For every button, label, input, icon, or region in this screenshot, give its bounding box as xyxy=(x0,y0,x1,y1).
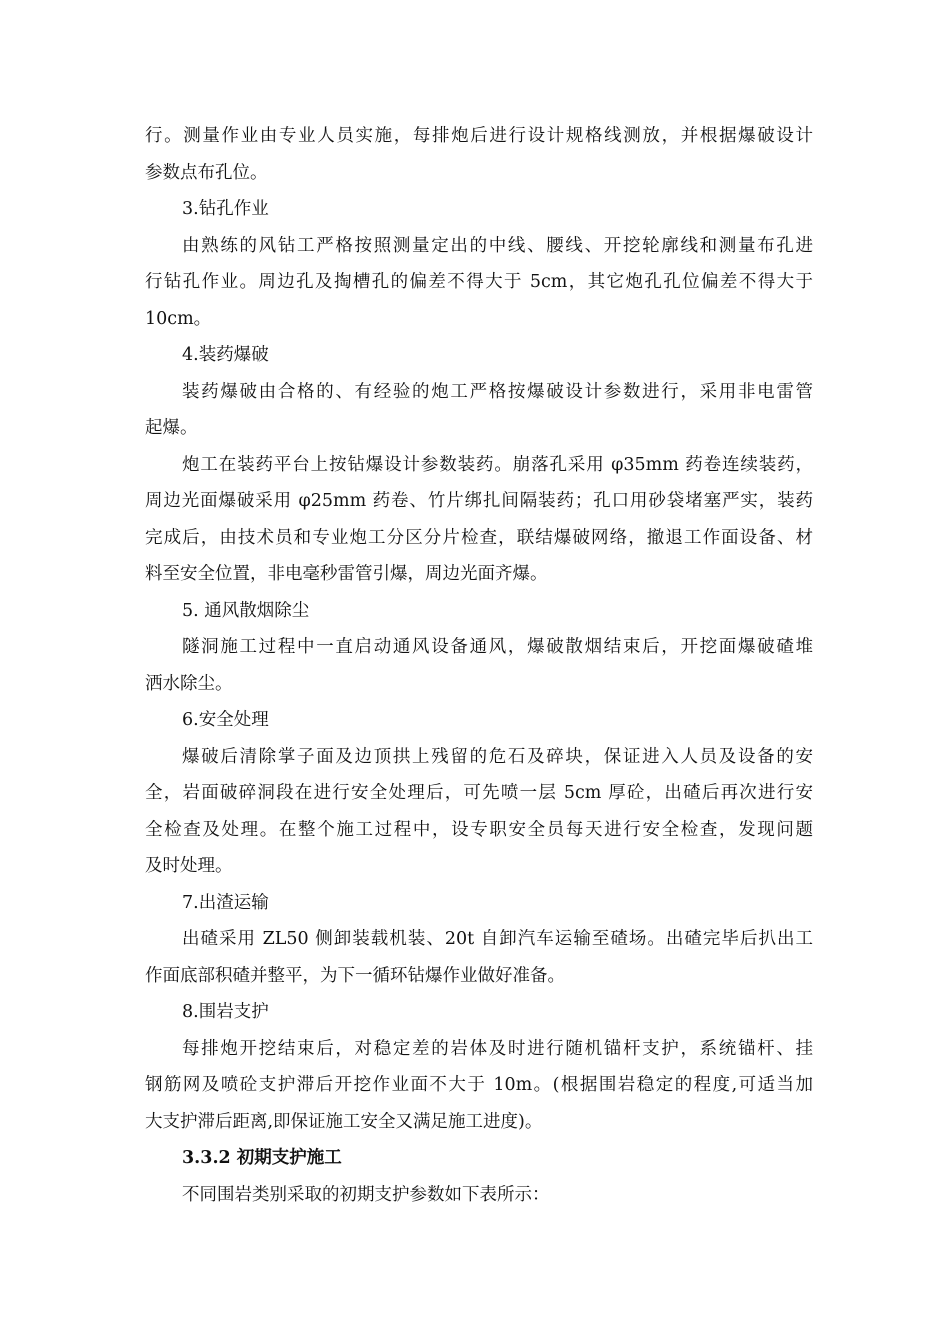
text-line: 参数点布孔位。 xyxy=(145,162,268,183)
text-line: 行钻孔作业。周边孔及掏槽孔的偏差不得大于 5cm，其它炮孔孔位偏差不得大于 xyxy=(145,272,813,292)
paragraph-survey xyxy=(145,118,813,191)
text-line: 出碴采用 ZL50 侧卸装载机装、20t 自卸汽车运输至碴场。出碴完毕后扒出工 xyxy=(182,929,813,949)
text-line: 起爆。 xyxy=(145,418,198,438)
text-line: 全检查及处理。在整个施工过程中，设专职安全员每天进行安全检查，发现问题 xyxy=(145,819,813,840)
text-line: 炮工在装药平台上按钻爆设计参数装药。崩落孔采用 φ35mm 药卷连续装药， xyxy=(182,454,813,475)
heading-transport: 7.出渣运输 xyxy=(182,892,269,913)
section-heading: 3.3.2 初期支护施工 xyxy=(182,1148,342,1168)
text-line: 由熟练的风钻工严格按照测量定出的中线、腰线、开挖轮廓线和测量布孔进 xyxy=(182,235,813,256)
heading-support: 8.围岩支护 xyxy=(182,1002,269,1022)
paragraph-charging-2 xyxy=(145,447,813,593)
text-line: 每排炮开挖结束后，对稳定差的岩体及时进行随机锚杆支护，系统锚杆、挂 xyxy=(182,1038,813,1059)
text-line: 10cm。 xyxy=(145,308,212,329)
text-line: 全，岩面破碎洞段在进行安全处理后，可先喷一层 5cm 厚砼，出碴后再次进行安 xyxy=(145,783,813,803)
text-line: 行。测量作业由专业人员实施，每排炮后进行设计规格线测放，并根据爆破设计 xyxy=(145,126,813,146)
text-line: 及时处理。 xyxy=(145,856,233,876)
paragraph-ventilation xyxy=(145,629,813,702)
text-line: 完成后，由技术员和专业炮工分区分片检查，联结爆破网络，撤退工作面设备、材 xyxy=(145,527,813,548)
text-line: 钢筋网及喷砼支护滞后开挖作业面不大于 10m。(根据围岩稳定的程度,可适当加 xyxy=(145,1075,813,1095)
text-line: 大支护滞后距离,即保证施工安全又满足施工进度)。 xyxy=(145,1111,543,1132)
paragraph-charging-1 xyxy=(145,374,813,447)
text-line: 作面底部积碴并整平，为下一循环钻爆作业做好准备。 xyxy=(145,965,565,986)
heading-safety: 6.安全处理 xyxy=(182,710,269,730)
paragraph-support xyxy=(145,1031,813,1141)
text-line: 隧洞施工过程中一直启动通风设备通风，爆破散烟结束后，开挖面爆破碴堆 xyxy=(182,637,813,657)
text-line: 洒水除尘。 xyxy=(145,673,233,694)
heading-ventilation: 5. 通风散烟除尘 xyxy=(182,600,310,621)
document-body xyxy=(145,118,813,1213)
text-line: 装药爆破由合格的、有经验的炮工严格按爆破设计参数进行，采用非电雷管 xyxy=(182,381,813,402)
paragraph-initial-support: 不同围岩类别采取的初期支护参数如下表所示： xyxy=(182,1184,550,1205)
paragraph-transport xyxy=(145,921,813,994)
text-line: 爆破后清除掌子面及边顶拱上残留的危石及碎块，保证进入人员及设备的安 xyxy=(182,746,813,767)
text-line: 料至安全位置，非电毫秒雷管引爆，周边光面齐爆。 xyxy=(145,564,548,584)
heading-charging: 4.装药爆破 xyxy=(182,345,269,365)
paragraph-drilling xyxy=(145,228,813,338)
heading-drilling: 3.钻孔作业 xyxy=(182,199,269,219)
paragraph-safety xyxy=(145,739,813,885)
text-line: 周边光面爆破采用 φ25mm 药卷、竹片绑扎间隔装药；孔口用砂袋堵塞严实，装药 xyxy=(145,491,813,511)
